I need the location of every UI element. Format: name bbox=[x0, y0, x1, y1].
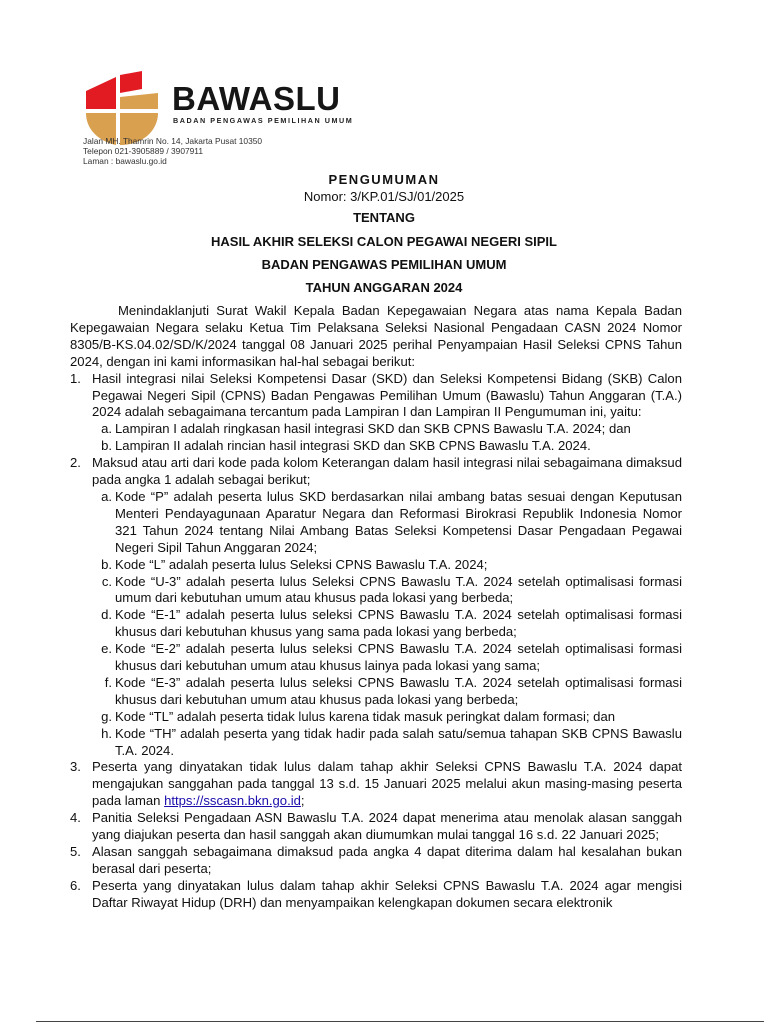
intro-paragraph: Menindaklanjuti Surat Wakil Kepala Badan Kepegawaian Negara atas nama Kepala Badan Kepegawaian Negara selaku Ketua Tim Pelaksana Seleksi Nasional Pengadaan CASN 2024 Nomor 8305/B-KS.04.02/SD/K/2024 tanggal 08 Januari 2025 perihal Penyampaian Hasil Seleksi CPNS Tahun 2024, dengan ini kami informasikan hal-hal sebagai berikut: bbox=[70, 303, 682, 369]
list-number: 2. bbox=[70, 455, 81, 471]
sub-letter: e. bbox=[101, 641, 112, 657]
list-number: 6. bbox=[70, 877, 81, 893]
list-number: 1. bbox=[70, 370, 81, 386]
phone-line: Telepon 021-3905889 / 3907911 bbox=[83, 146, 203, 156]
brand-subtitle: BADAN PENGAWAS PEMILIHAN UMUM bbox=[173, 116, 354, 125]
sub-item bbox=[92, 607, 682, 641]
sub-text: Kode “E-1” adalah peserta lulus seleksi CPNS Bawaslu T.A. 2024 setelah optimalisasi formasi khusus dari kebutuhan khusus yang sama pada lokasi yang berbeda; bbox=[115, 607, 682, 640]
title-line-1: HASIL AKHIR SELEKSI CALON PEGAWAI NEGERI SIPIL bbox=[211, 234, 557, 249]
list-item-3 bbox=[70, 759, 682, 810]
sub-text: Kode “E-2” adalah peserta lulus seleksi CPNS Bawaslu T.A. 2024 setelah optimalisasi formasi khusus dari kebutuhan umum atau khusus lainya pada lokasi yang sama; bbox=[115, 641, 682, 674]
sub-text: Kode “P” adalah peserta lulus SKD berdasarkan nilai ambang batas sesuai dengan Keputusan Menteri Pendayagunaan Aparatur Negara dan Reformasi Birokrasi Republik Indonesia Nomor 321 Tahun 2024 tentang Nilai Ambang Batas Seleksi Kompetensi Dasar Pengadaan Pegawai Negeri Sipil Tahun Anggaran 2024; bbox=[115, 488, 682, 555]
page-bottom-divider bbox=[36, 1021, 764, 1022]
sub-letter: a. bbox=[101, 488, 112, 504]
sub-item bbox=[92, 641, 682, 675]
list-text: Peserta yang dinyatakan lulus dalam tahap akhir Seleksi CPNS Bawaslu T.A. 2024 agar mengisi Daftar Riwayat Hidup (DRH) dan menyampaikan kelengkapan dokumen secara elektronik bbox=[92, 877, 682, 910]
announcement-number: Nomor: 3/KP.01/SJ/01/2025 bbox=[303, 189, 465, 204]
sub-item bbox=[92, 709, 682, 726]
sub-item bbox=[92, 726, 682, 760]
sub-item bbox=[92, 421, 682, 438]
sub-letter: b. bbox=[101, 556, 112, 572]
website-line: Laman : bawaslu.go.id bbox=[83, 156, 167, 166]
announcement-heading: PENGUMUMAN bbox=[328, 172, 440, 187]
list-text bbox=[92, 759, 682, 810]
sub-text: Lampiran I adalah ringkasan hasil integrasi SKD dan SKB CPNS Bawaslu T.A. 2024; dan bbox=[115, 421, 631, 437]
sub-text: Kode “E-3” adalah peserta lulus seleksi CPNS Bawaslu T.A. 2024 setelah optimalisasi formasi khusus dari kebutuhan umum atau khusus pada lokasi yang berbeda; bbox=[115, 674, 682, 707]
sub-item bbox=[92, 675, 682, 709]
list-item-1 bbox=[70, 371, 682, 422]
sub-letter: g. bbox=[101, 708, 112, 724]
sub-text: Kode “L” adalah peserta lulus Seleksi CPNS Bawaslu T.A. 2024; bbox=[115, 556, 488, 572]
list-item-2 bbox=[70, 455, 682, 489]
sub-item bbox=[92, 438, 682, 455]
sub-item bbox=[92, 557, 682, 574]
announcement-body bbox=[70, 303, 682, 912]
list-text: Alasan sanggah sebagaimana dimaksud pada angka 4 dapat diterima dalam hal kesalahan bukan berasal dari peserta; bbox=[92, 844, 682, 876]
sub-letter: c. bbox=[101, 573, 112, 589]
list-item-4 bbox=[70, 810, 682, 844]
list-number: 5. bbox=[70, 844, 81, 859]
sub-text: Kode “TL” adalah peserta tidak lulus karena tidak masuk peringkat dalam formasi; dan bbox=[115, 708, 616, 724]
list-text: Panitia Seleksi Pengadaan ASN Bawaslu T.A. 2024 dapat menerima atau menolak alasan sanggah yang diajukan peserta dan hasil sanggah akan diumumkan mulai tanggal 16 s.d. 22 Januari 2025; bbox=[92, 810, 682, 843]
about-heading: TENTANG bbox=[353, 210, 415, 225]
list-item-5 bbox=[70, 844, 682, 878]
sub-letter: f. bbox=[104, 674, 112, 690]
sub-letter: d. bbox=[101, 607, 112, 623]
list-number: 3. bbox=[70, 759, 81, 775]
sub-text: Kode “U-3” adalah peserta lulus Seleksi CPNS Bawaslu T.A. 2024 setelah optimalisasi formasi umum dari kebutuhan umum atau khusus pada lokasi yang berbeda; bbox=[115, 573, 682, 606]
sscasn-link[interactable]: https://sscasn.bkn.go.id bbox=[164, 793, 301, 809]
sub-text: Lampiran II adalah rincian hasil integrasi SKD dan SKB CPNS Bawaslu T.A. 2024. bbox=[115, 438, 591, 454]
title-line-3: TAHUN ANGGARAN 2024 bbox=[305, 280, 463, 295]
sub-item bbox=[92, 574, 682, 608]
list-item-6 bbox=[70, 878, 682, 912]
list-text-after-link: ; bbox=[300, 793, 305, 809]
sub-item bbox=[92, 489, 682, 557]
sub-letter: b. bbox=[101, 438, 112, 454]
address-line: Jalan MH. Thamrin No. 14, Jakarta Pusat 10350 bbox=[83, 136, 263, 146]
list-text-before-link: Peserta yang dinyatakan tidak lulus dalam tahap akhir Seleksi CPNS Bawaslu T.A. 2024 dapat mengajukan sanggahan pada tanggal 13 s.d. 15 Januari 2025 melalui akun masing-masing peserta pada laman bbox=[92, 759, 682, 809]
title-line-2: BADAN PENGAWAS PEMILIHAN UMUM bbox=[261, 257, 507, 272]
list-number: 4. bbox=[70, 810, 81, 826]
list-text: Maksud atau arti dari kode pada kolom Keterangan dalam hasil integrasi nilai sebagaimana dimaksud pada angka 1 adalah sebagai berikut; bbox=[92, 455, 682, 488]
sub-letter: h. bbox=[101, 725, 112, 741]
brand-name: BAWASLU bbox=[172, 80, 341, 117]
sub-letter: a. bbox=[101, 421, 112, 437]
list-text: Hasil integrasi nilai Seleksi Kompetensi Dasar (SKD) dan Seleksi Kompetensi Bidang (SKB) Calon Pegawai Negeri Sipil (CPNS) Badan Pengawas Pemilihan Umum (Bawaslu) Tahun Anggaran (T.A.) 2024 adalah sebagaimana tercantum pada Lampiran I dan Lampiran II Pengumuman ini, yaitu: bbox=[92, 370, 682, 420]
sub-text: Kode “TH” adalah peserta yang tidak hadir pada salah satu/semua tahapan SKB CPNS Bawaslu T.A. 2024. bbox=[115, 725, 682, 758]
